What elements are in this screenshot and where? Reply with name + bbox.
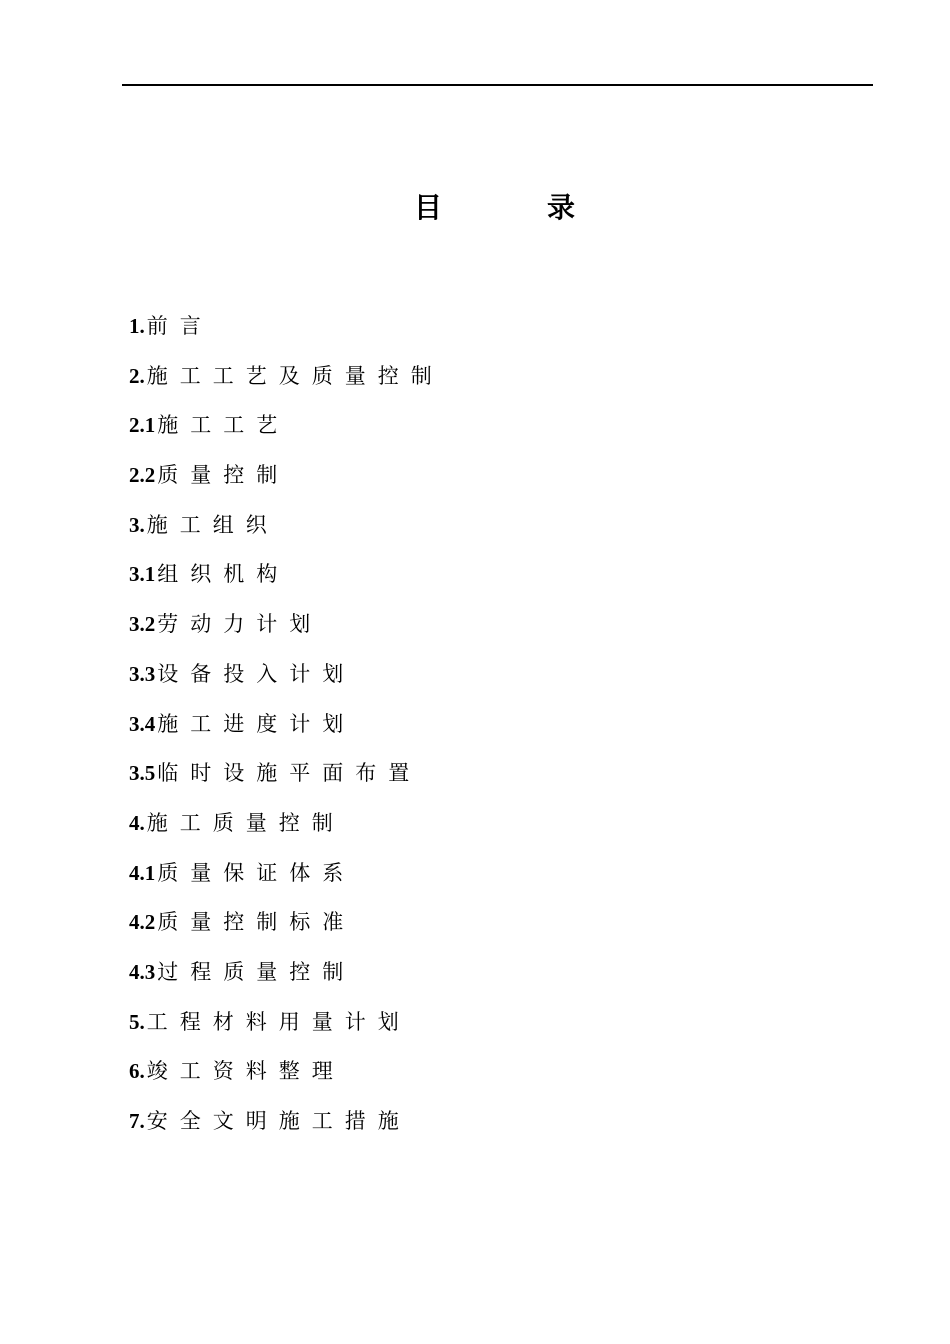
toc-entry-3-1[interactable]: [129, 554, 444, 604]
toc-entry-title: 施工组织: [146, 512, 279, 537]
toc-entry-title: 竣工资料整理: [146, 1059, 345, 1084]
toc-entry-title: 工程材料用量计划: [146, 1009, 411, 1034]
toc-entry-4[interactable]: [129, 803, 444, 853]
toc-entry-title: 设备投入计划: [157, 661, 356, 686]
toc-entry-number: 3.2: [129, 612, 156, 637]
toc-entry-2-2[interactable]: [129, 455, 444, 505]
toc-entry-title: 施工工艺及质量控制: [146, 363, 444, 388]
toc-entry-4-3[interactable]: [129, 952, 444, 1002]
toc-entry-1[interactable]: [129, 306, 444, 356]
toc-entry-title: 前言: [146, 314, 213, 338]
toc-entry-title: 质量控制: [157, 463, 290, 488]
toc-entry-title: 临时设施平面布置: [157, 761, 422, 786]
toc-entry-number: 5.: [129, 1009, 145, 1034]
toc-entry-6[interactable]: [129, 1051, 444, 1101]
toc-entry-number: 2.: [129, 363, 145, 388]
toc-entry-3-4[interactable]: [129, 704, 444, 754]
header-rule: [122, 84, 873, 86]
toc-entry-3-3[interactable]: [129, 654, 444, 704]
toc-entry-title: 施工工艺: [157, 413, 290, 438]
toc-title-char-2: 录: [547, 191, 576, 224]
toc-entry-3[interactable]: [129, 505, 444, 555]
toc-entry-title: 组织机构: [157, 562, 290, 587]
toc-entry-number: 4.3: [129, 959, 156, 984]
toc-entry-number: 3.1: [129, 562, 156, 587]
toc-entry-number: 4.2: [129, 910, 156, 935]
toc-entry-2-1[interactable]: [129, 405, 444, 455]
toc-entry-title: 质量保证体系: [157, 860, 356, 885]
toc-entry-number: 3.4: [129, 711, 156, 736]
toc-entry-number: 4.: [129, 810, 145, 835]
toc-entry-title: 劳动力计划: [157, 612, 323, 637]
toc-entry-number: 2.2: [129, 463, 156, 488]
toc-entry-number: 3.5: [129, 761, 156, 786]
toc-entry-number: 2.1: [129, 413, 156, 438]
toc-entry-number: 4.1: [129, 860, 156, 885]
toc-entry-title: 安全文明施工措施: [146, 1109, 411, 1133]
toc-entry-number: 3.: [129, 512, 145, 537]
toc-entry-3-2[interactable]: [129, 604, 444, 654]
toc-list: [129, 306, 444, 1151]
toc-entry-title: 施工质量控制: [146, 810, 345, 835]
toc-title: [0, 186, 950, 230]
toc-entry-5[interactable]: [129, 1002, 444, 1052]
toc-entry-2[interactable]: [129, 356, 444, 406]
toc-entry-number: 3.3: [129, 661, 156, 686]
toc-entry-title: 过程质量控制: [157, 959, 356, 984]
toc-entry-3-5[interactable]: [129, 753, 444, 803]
toc-entry-number: 7.: [129, 1109, 145, 1133]
toc-entry-7[interactable]: [129, 1101, 444, 1151]
toc-title-char-1: 目: [414, 191, 443, 224]
toc-entry-title: 质量控制标准: [157, 910, 356, 935]
toc-entry-4-2[interactable]: [129, 902, 444, 952]
toc-entry-number: 6.: [129, 1059, 145, 1084]
toc-entry-number: 1.: [129, 314, 145, 338]
toc-entry-4-1[interactable]: [129, 853, 444, 903]
toc-entry-title: 施工进度计划: [157, 711, 356, 736]
